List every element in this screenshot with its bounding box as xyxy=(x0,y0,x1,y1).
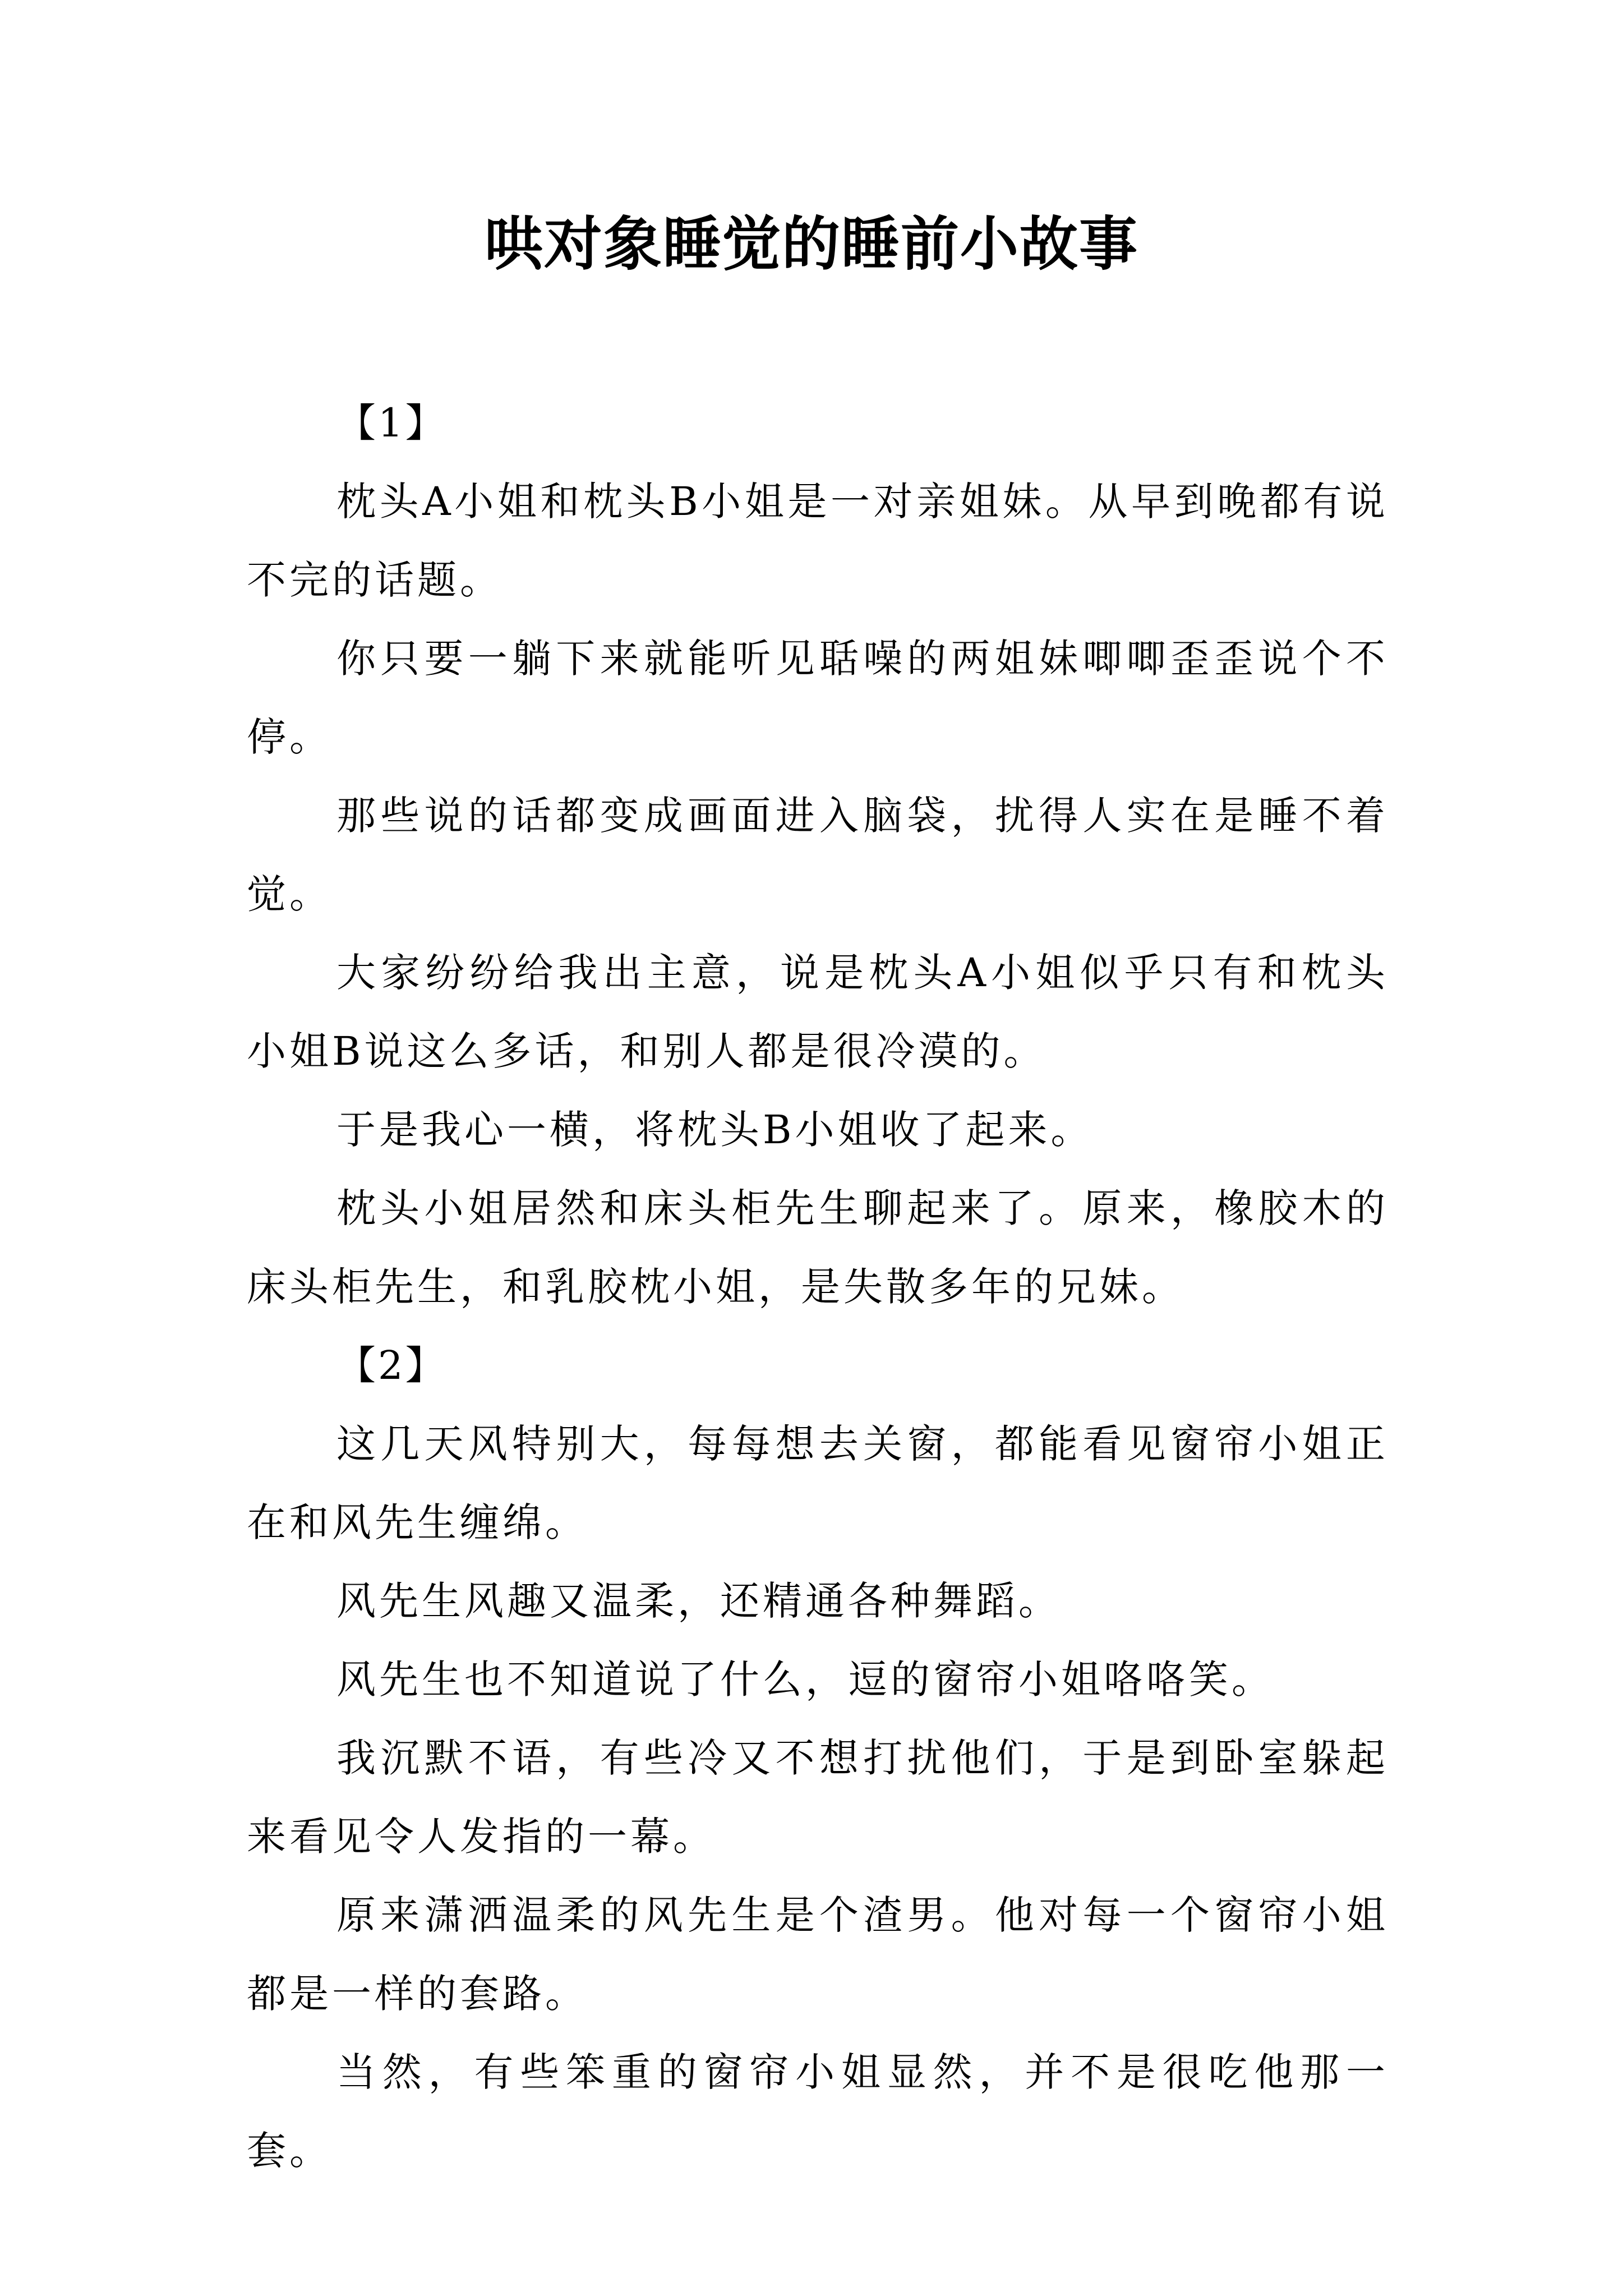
paragraph: 于是我心一横，将枕头B小姐收了起来。 xyxy=(336,1107,1094,1153)
paragraph: 这几天风特别大，每每想去关窗，都能看见窗帘小姐正在和风先生缠绵。 xyxy=(247,1421,1389,1545)
paragraph: 大家纷纷给我出主意，说是枕头A小姐似乎只有和枕头小姐B说这么多话，和别人都是很冷漠的。 xyxy=(247,950,1389,1074)
section-marker-2: 【2】 xyxy=(336,1342,447,1388)
section-marker-1: 【1】 xyxy=(336,400,447,446)
paragraph: 枕头A小姐和枕头B小姐是一对亲姐妹。从早到晚都有说不完的话题。 xyxy=(247,478,1389,603)
paragraph: 原来潇洒温柔的风先生是个渣男。他对每一个窗帘小姐都是一样的套路。 xyxy=(247,1892,1389,2017)
paragraph: 风先生风趣又温柔，还精通各种舞蹈。 xyxy=(336,1578,1061,1624)
document-body xyxy=(247,384,1389,2190)
paragraph: 那些说的话都变成画面进入脑袋，扰得人实在是睡不着觉。 xyxy=(247,793,1389,917)
paragraph: 你只要一躺下来就能听见聒噪的两姐妹唧唧歪歪说个不停。 xyxy=(247,636,1389,760)
paragraph: 当然，有些笨重的窗帘小姐显然，并不是很吃他那一套。 xyxy=(247,2049,1389,2174)
paragraph: 我沉默不语，有些冷又不想打扰他们，于是到卧室躲起来看见令人发指的一幕。 xyxy=(247,1735,1389,1860)
document-title: 哄对象睡觉的睡前小故事 xyxy=(484,210,1138,278)
paragraph: 枕头小姐居然和床头柜先生聊起来了。原来，橡胶木的床头柜先生，和乳胶枕小姐，是失散多年的兄妹。 xyxy=(247,1185,1389,1310)
paragraph: 风先生也不知道说了什么，逗的窗帘小姐咯咯笑。 xyxy=(336,1657,1274,1703)
